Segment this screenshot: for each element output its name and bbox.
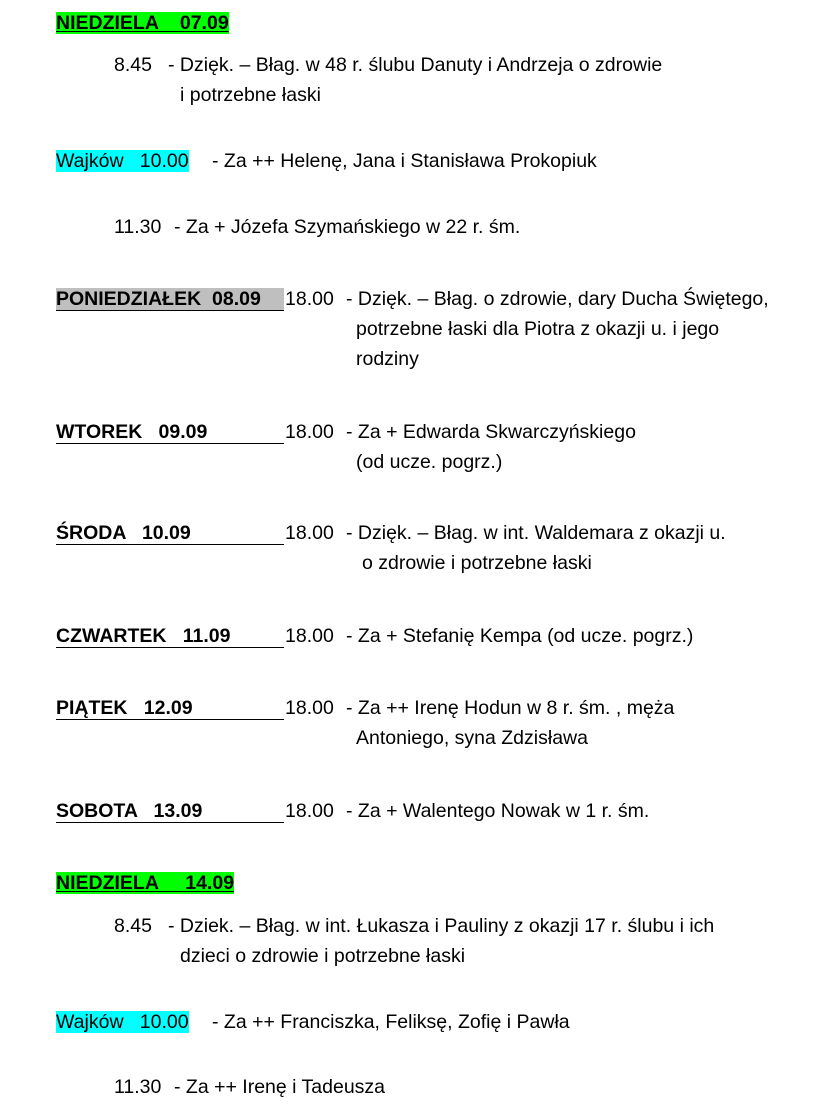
mass-intention: - Za ++ Franciszka, Feliksę, Zofię i Pawła xyxy=(212,1011,570,1033)
mass-time: 18.00 xyxy=(285,421,334,443)
day-heading-thursday: CZWARTEK 11.09 xyxy=(56,625,284,648)
wajkow-label: Wajków 10.00 xyxy=(56,1011,189,1033)
mass-time: 8.45 xyxy=(114,54,152,76)
mass-intention-cont: dzieci o zdrowie i potrzebne łaski xyxy=(180,945,466,967)
mass-time: 8.45 xyxy=(114,915,152,937)
mass-intention-cont: rodziny xyxy=(356,348,419,370)
mass-time: 18.00 xyxy=(285,625,334,647)
mass-intention: - Za + Stefanię Kempa (od ucze. pogrz.) xyxy=(346,625,694,647)
mass-time: 18.00 xyxy=(285,697,334,719)
mass-intention: - Za + Edwarda Skwarczyńskiego xyxy=(346,421,636,443)
mass-time: 18.00 xyxy=(285,522,334,544)
mass-intention: - Za ++ Irenę i Tadeusza xyxy=(174,1076,386,1098)
day-heading-friday: PIĄTEK 12.09 xyxy=(56,697,284,720)
mass-time: 18.00 xyxy=(285,800,334,822)
mass-intention: - Za + Józefa Szymańskiego w 22 r. śm. xyxy=(174,216,521,238)
mass-intention-cont: Antoniego, syna Zdzisława xyxy=(356,727,588,749)
mass-intention: - Za + Walentego Nowak w 1 r. śm. xyxy=(346,800,650,822)
day-heading-monday: PONIEDZIAŁEK 08.09 xyxy=(56,288,284,311)
day-heading-saturday: SOBOTA 13.09 xyxy=(56,800,284,823)
day-heading-wednesday: ŚRODA 10.09 xyxy=(56,522,284,545)
mass-intention: - Dziek. – Błag. w int. Łukasza i Pauliny z okazji 17 r. ślubu i ich xyxy=(168,915,715,937)
mass-intention-cont: (od ucze. pogrz.) xyxy=(356,451,503,473)
wajkow-label: Wajków 10.00 xyxy=(56,150,189,172)
mass-intention-cont: o zdrowie i potrzebne łaski xyxy=(362,552,592,574)
mass-time: 18.00 xyxy=(285,288,334,310)
mass-time: 11.30 xyxy=(114,216,162,238)
mass-intention: - Dzięk. – Błag. w int. Waldemara z okazji u. xyxy=(346,522,726,544)
day-heading-sunday-1: NIEDZIELA 07.09 xyxy=(56,12,229,34)
mass-intention-cont: i potrzebne łaski xyxy=(180,84,321,106)
mass-time: 11.30 xyxy=(114,1076,162,1098)
mass-intention: - Za ++ Helenę, Jana i Stanisława Prokopiuk xyxy=(212,150,597,172)
day-heading-tuesday: WTOREK 09.09 xyxy=(56,421,284,444)
mass-intention-cont: potrzebne łaski dla Piotra z okazji u. i jego xyxy=(356,318,720,340)
mass-intention: - Dzięk. – Błag. w 48 r. ślubu Danuty i Andrzeja o zdrowie xyxy=(168,54,663,76)
day-heading-sunday-2: NIEDZIELA 14.09 xyxy=(56,872,235,894)
mass-intention: - Za ++ Irenę Hodun w 8 r. śm. , męża xyxy=(346,697,675,719)
mass-intention: - Dzięk. – Błag. o zdrowie, dary Ducha Świętego, xyxy=(346,288,769,310)
